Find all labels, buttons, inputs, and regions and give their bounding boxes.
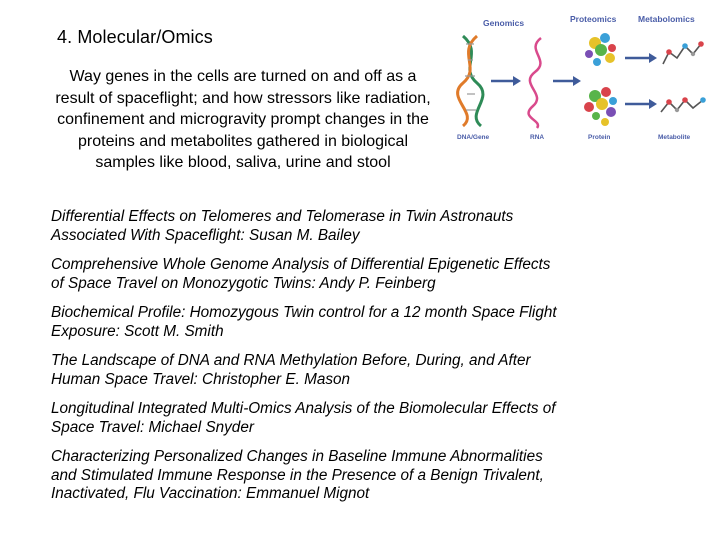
protein-caption: Protein	[588, 134, 611, 141]
dna-helix-icon	[458, 36, 483, 126]
slide-title: 4. Molecular/Omics	[57, 27, 213, 47]
metabolomics-header: Metabolomics	[638, 14, 695, 24]
arrow-icon	[491, 76, 521, 86]
metabolite-caption: Metabolite	[658, 134, 691, 141]
protein-structure-icon	[584, 87, 617, 126]
protein-structure-icon	[585, 33, 616, 66]
reference-list	[51, 208, 691, 515]
arrow-icon	[625, 99, 657, 109]
metabolite-molecule-icon	[661, 97, 706, 112]
omics-figure	[455, 8, 717, 148]
arrow-icon	[625, 53, 657, 63]
reference-item: Longitudinal Integrated Multi-Omics Analysis of the Biomolecular Effects of Space Travel: Michael Snyder	[51, 400, 556, 436]
intro-paragraph	[28, 66, 458, 174]
rna-strand-icon	[529, 38, 541, 128]
proteomics-header: Proteomics	[570, 14, 617, 24]
reference-item: Characterizing Personalized Changes in Baseline Immune Abnormalities and Stimulated Immune Response in the Presence of a Benign Trivalent, Inactivated, Flu Vaccination: Emmanuel Mignot	[51, 448, 544, 502]
reference-item: Differential Effects on Telomeres and Telomerase in Twin Astronauts Associated With Spaceflight: Susan M. Bailey	[51, 208, 514, 244]
intro-text: Way genes in the cells are turned on and off as a result of spaceflight; and how stressors like radiation, confinement and microgravity prompt changes in the proteins and metabolites gathered in biological samples like blood, saliva, urine and stool	[55, 68, 431, 171]
reference-item: Comprehensive Whole Genome Analysis of Differential Epigenetic Effects of Space Travel on Monozygotic Twins: Andy P. Feinberg	[51, 256, 551, 292]
dna-gene-caption: DNA/Gene	[457, 134, 490, 141]
reference-item: Biochemical Profile: Homozygous Twin control for a 12 month Space Flight Exposure: Scott M. Smith	[51, 304, 557, 340]
reference-item: The Landscape of DNA and RNA Methylation Before, During, and After Human Space Travel: Christopher E. Mason	[51, 352, 531, 388]
rna-caption: RNA	[530, 134, 545, 141]
metabolite-molecule-icon	[663, 41, 704, 64]
arrow-icon	[553, 76, 581, 86]
genomics-header: Genomics	[483, 18, 525, 28]
